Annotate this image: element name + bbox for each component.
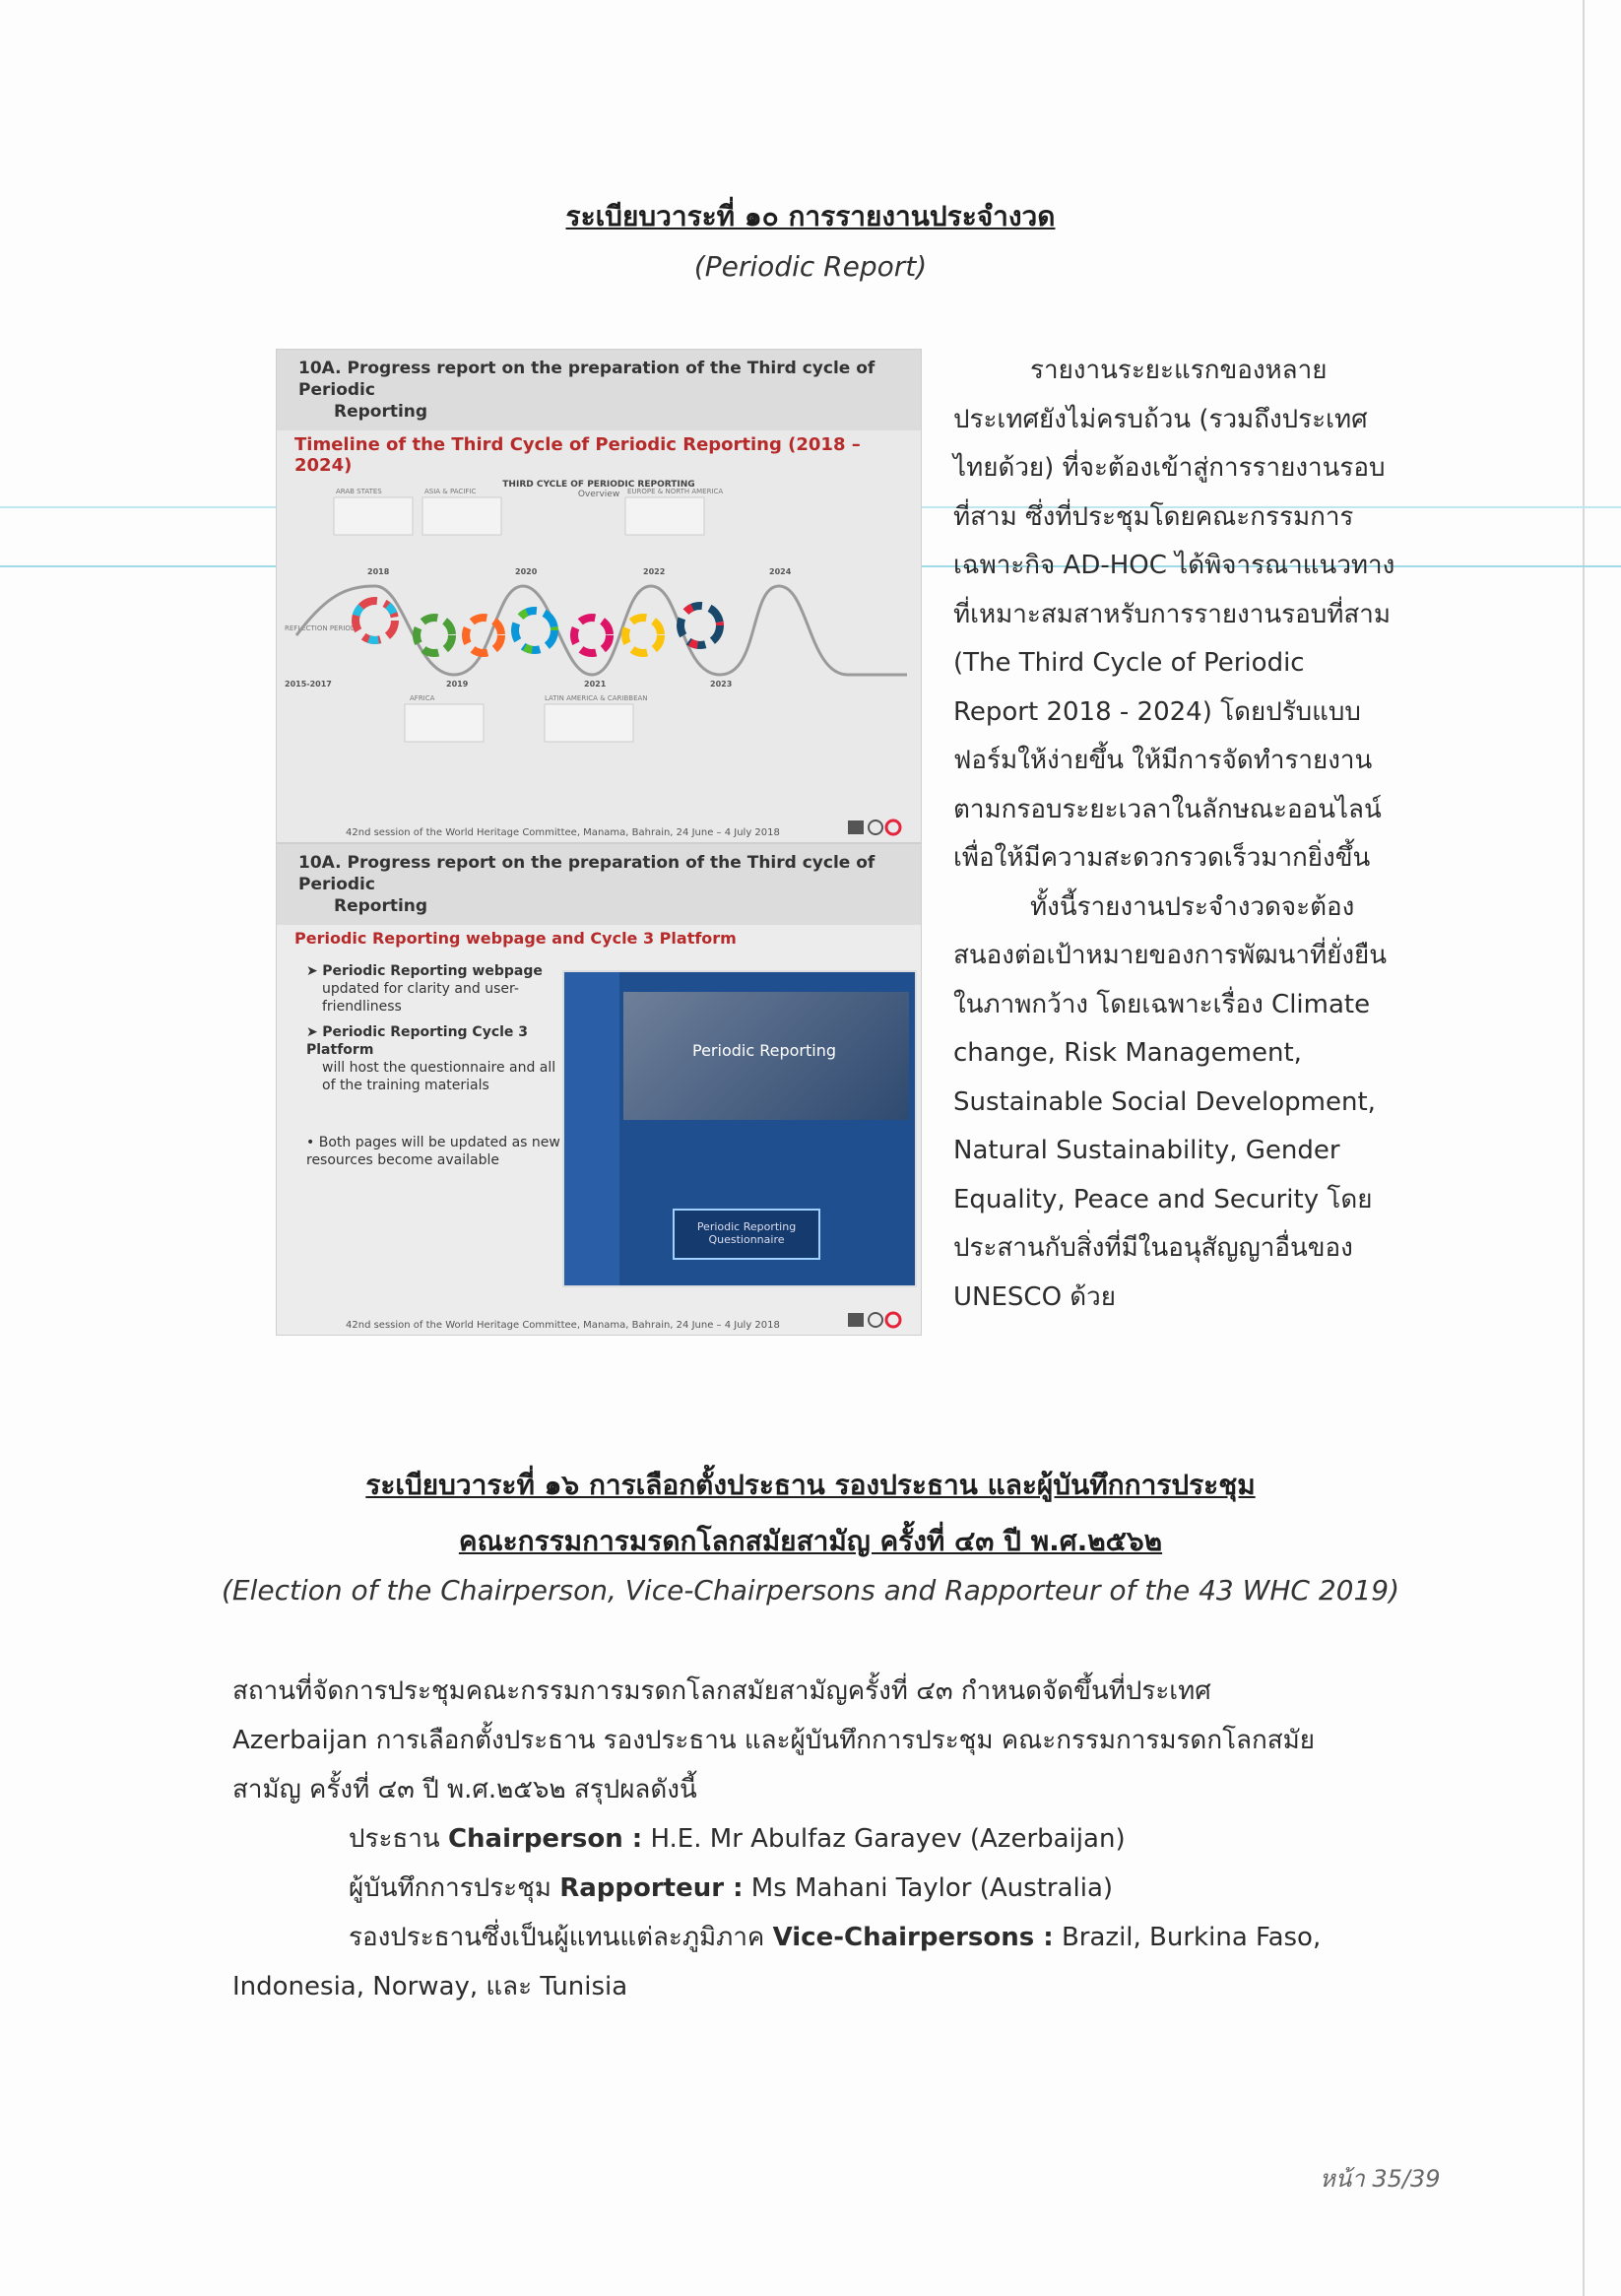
region-label: EUROPE & NORTH AMERICA — [627, 488, 724, 495]
agenda16-para-line3: สามัญ ครั้งที่ ๔๓ ปี พ.ศ.๒๕๖๒ สรุปผลดังนี้ — [232, 1775, 697, 1804]
slide-header: 10A. Progress report on the preparation of the Third cycle of Periodic Reporting — [277, 350, 921, 430]
questionnaire-box: Periodic Reporting Questionnaire — [673, 1209, 820, 1260]
chart-subtitle: Overview — [577, 490, 620, 499]
slide-header: 10A. Progress report on the preparation of the Third cycle of Periodic Reporting — [277, 844, 921, 925]
year-label: 2018 — [367, 567, 390, 576]
slide-subtitle: Timeline of the Third Cycle of Periodic Reporting (2018 – 2024) — [294, 434, 861, 476]
region-label: ASIA & PACIFIC — [424, 488, 477, 495]
agenda16-para-line1: สถานที่จัดการประชุมคณะกรรมการมรดกโลกสมัยสามัญครั้งที่ ๔๓ กำหนดจัดขึ้นที่ประเทศ — [232, 1676, 1211, 1706]
bullet-item: ➤ Periodic Reporting webpage updated for clarity and user-friendliness — [306, 963, 543, 1015]
slide-footer: 42nd session of the World Heritage Committee, Manama, Bahrain, 24 June – 4 July 2018 — [346, 827, 780, 838]
reflection-label: REFLECTION PERIOD — [285, 624, 357, 632]
banner-text: Periodic Reporting — [692, 1041, 836, 1060]
slide-subtitle: Periodic Reporting webpage and Cycle 3 Platform — [294, 929, 737, 948]
page-number: หน้า 35/39 — [1320, 2165, 1441, 2193]
slide-bullets — [306, 962, 562, 1169]
chart-title: THIRD CYCLE OF PERIODIC REPORTING — [502, 480, 695, 490]
webpage-sidebar — [564, 972, 619, 1285]
periodic-report-description: รายงานระยะแรกของหลาย ประเทศยังไม่ครบถ้วน (รวมถึงประเทศ ไทยด้วย) ที่จะต้องเข้าสู่การรายงานรอบ ที่สาม ซึ่งที่ประชุมโดยคณะกรรมการ เฉพาะกิจ AD-HOC ได้พิจารณาแนวทาง ที่เหมาะสมสาหรับการรายงานรอบที่สาม (The Third Cycle of Periodic Report 2018 - 2024) โดยปรับแบบ ฟอร์มให้ง่ายขึ้น ให้มีการจัดทำรายงาน ตามกรอบระยะเวลาในลักษณะออนไลน์ เพื่อให้มีความสะดวกรวดเร็วมากยิ่งขึ้น ทั้งนี้รายงานประจำงวดจะต้อง สนองต่อเป้าหมายของการพัฒนาที่ยั่งยืน ในภาพกว้าง โดยเฉพาะเรื่อง Climate change, Risk Management, Sustainable Social Development, Natural Sustainability, Gender Equality, Peace and Security โดย ประสานกับสิ่งที่มีในอนุสัญญาอื่นของ UNESCO ด้วย — [953, 356, 1395, 1312]
chairperson-line: ประธาน Chairperson : H.E. Mr Abulfaz Garayev (Azerbaijan) — [349, 1824, 1126, 1854]
bullet-item: ➤ Periodic Reporting Cycle 3 Platform will host the questionnaire and all of the training materials — [306, 1024, 556, 1093]
slide-footer: 42nd session of the World Heritage Committee, Manama, Bahrain, 24 June – 4 July 2018 — [346, 1320, 780, 1331]
region-label: AFRICA — [410, 694, 435, 702]
rapporteur-line: ผู้บันทึกการประชุม Rapporteur : Ms Mahani Taylor (Australia) — [349, 1873, 1114, 1903]
agenda16-subtitle: (Election of the Chairperson, Vice-Chairpersons and Rapporteur of the 43 WHC 2019) — [221, 1574, 1400, 1607]
agenda16-para-line2: Azerbaijan การเลือกตั้งประธาน รองประธาน และผู้บันทึกการประชุม คณะกรรมการมรดกโลกสมัย — [232, 1726, 1315, 1755]
unesco-logos — [848, 1311, 903, 1329]
slide-platform — [276, 843, 922, 1336]
year-label: 2020 — [515, 567, 538, 576]
unesco-logos — [848, 819, 903, 836]
agenda10-subtitle: (Periodic Report) — [693, 250, 928, 283]
bullet-item: • Both pages will be updated as new resources become available — [306, 1135, 560, 1168]
year-label: 2024 — [769, 567, 792, 576]
region-label: ARAB STATES — [336, 488, 382, 495]
year-label: 2022 — [643, 567, 666, 576]
year-label: 2019 — [446, 680, 469, 689]
year-label: 2015-2017 — [285, 680, 332, 689]
page-edge-line — [1583, 0, 1585, 2296]
slide-timeline — [276, 349, 922, 843]
webpage-screenshot — [562, 970, 917, 1287]
year-label: 2023 — [710, 680, 733, 689]
timeline-diagram — [277, 478, 921, 803]
vice-chair-line2: Indonesia, Norway, และ Tunisia — [232, 1972, 628, 2001]
agenda10-title: ระเบียบวาระที่ ๑๐ การรายงานประจำงวด — [565, 200, 1056, 232]
agenda16-title-line2: คณะกรรมการมรดกโลกสมัยสามัญ ครั้งที่ ๔๓ ปี พ.ศ.๒๕๖๒ — [458, 1525, 1163, 1557]
region-label: LATIN AMERICA & CARIBBEAN — [545, 694, 648, 702]
agenda16-title-line1: ระเบียบวาระที่ ๑๖ การเลือกตั้งประธาน รองประธาน และผู้บันทึกการประชุม — [365, 1469, 1256, 1501]
year-label: 2021 — [584, 680, 607, 689]
vice-chair-line: รองประธานซึ่งเป็นผู้แทนแต่ละภูมิภาค Vice-Chairpersons : Brazil, Burkina Faso, — [349, 1923, 1322, 1952]
